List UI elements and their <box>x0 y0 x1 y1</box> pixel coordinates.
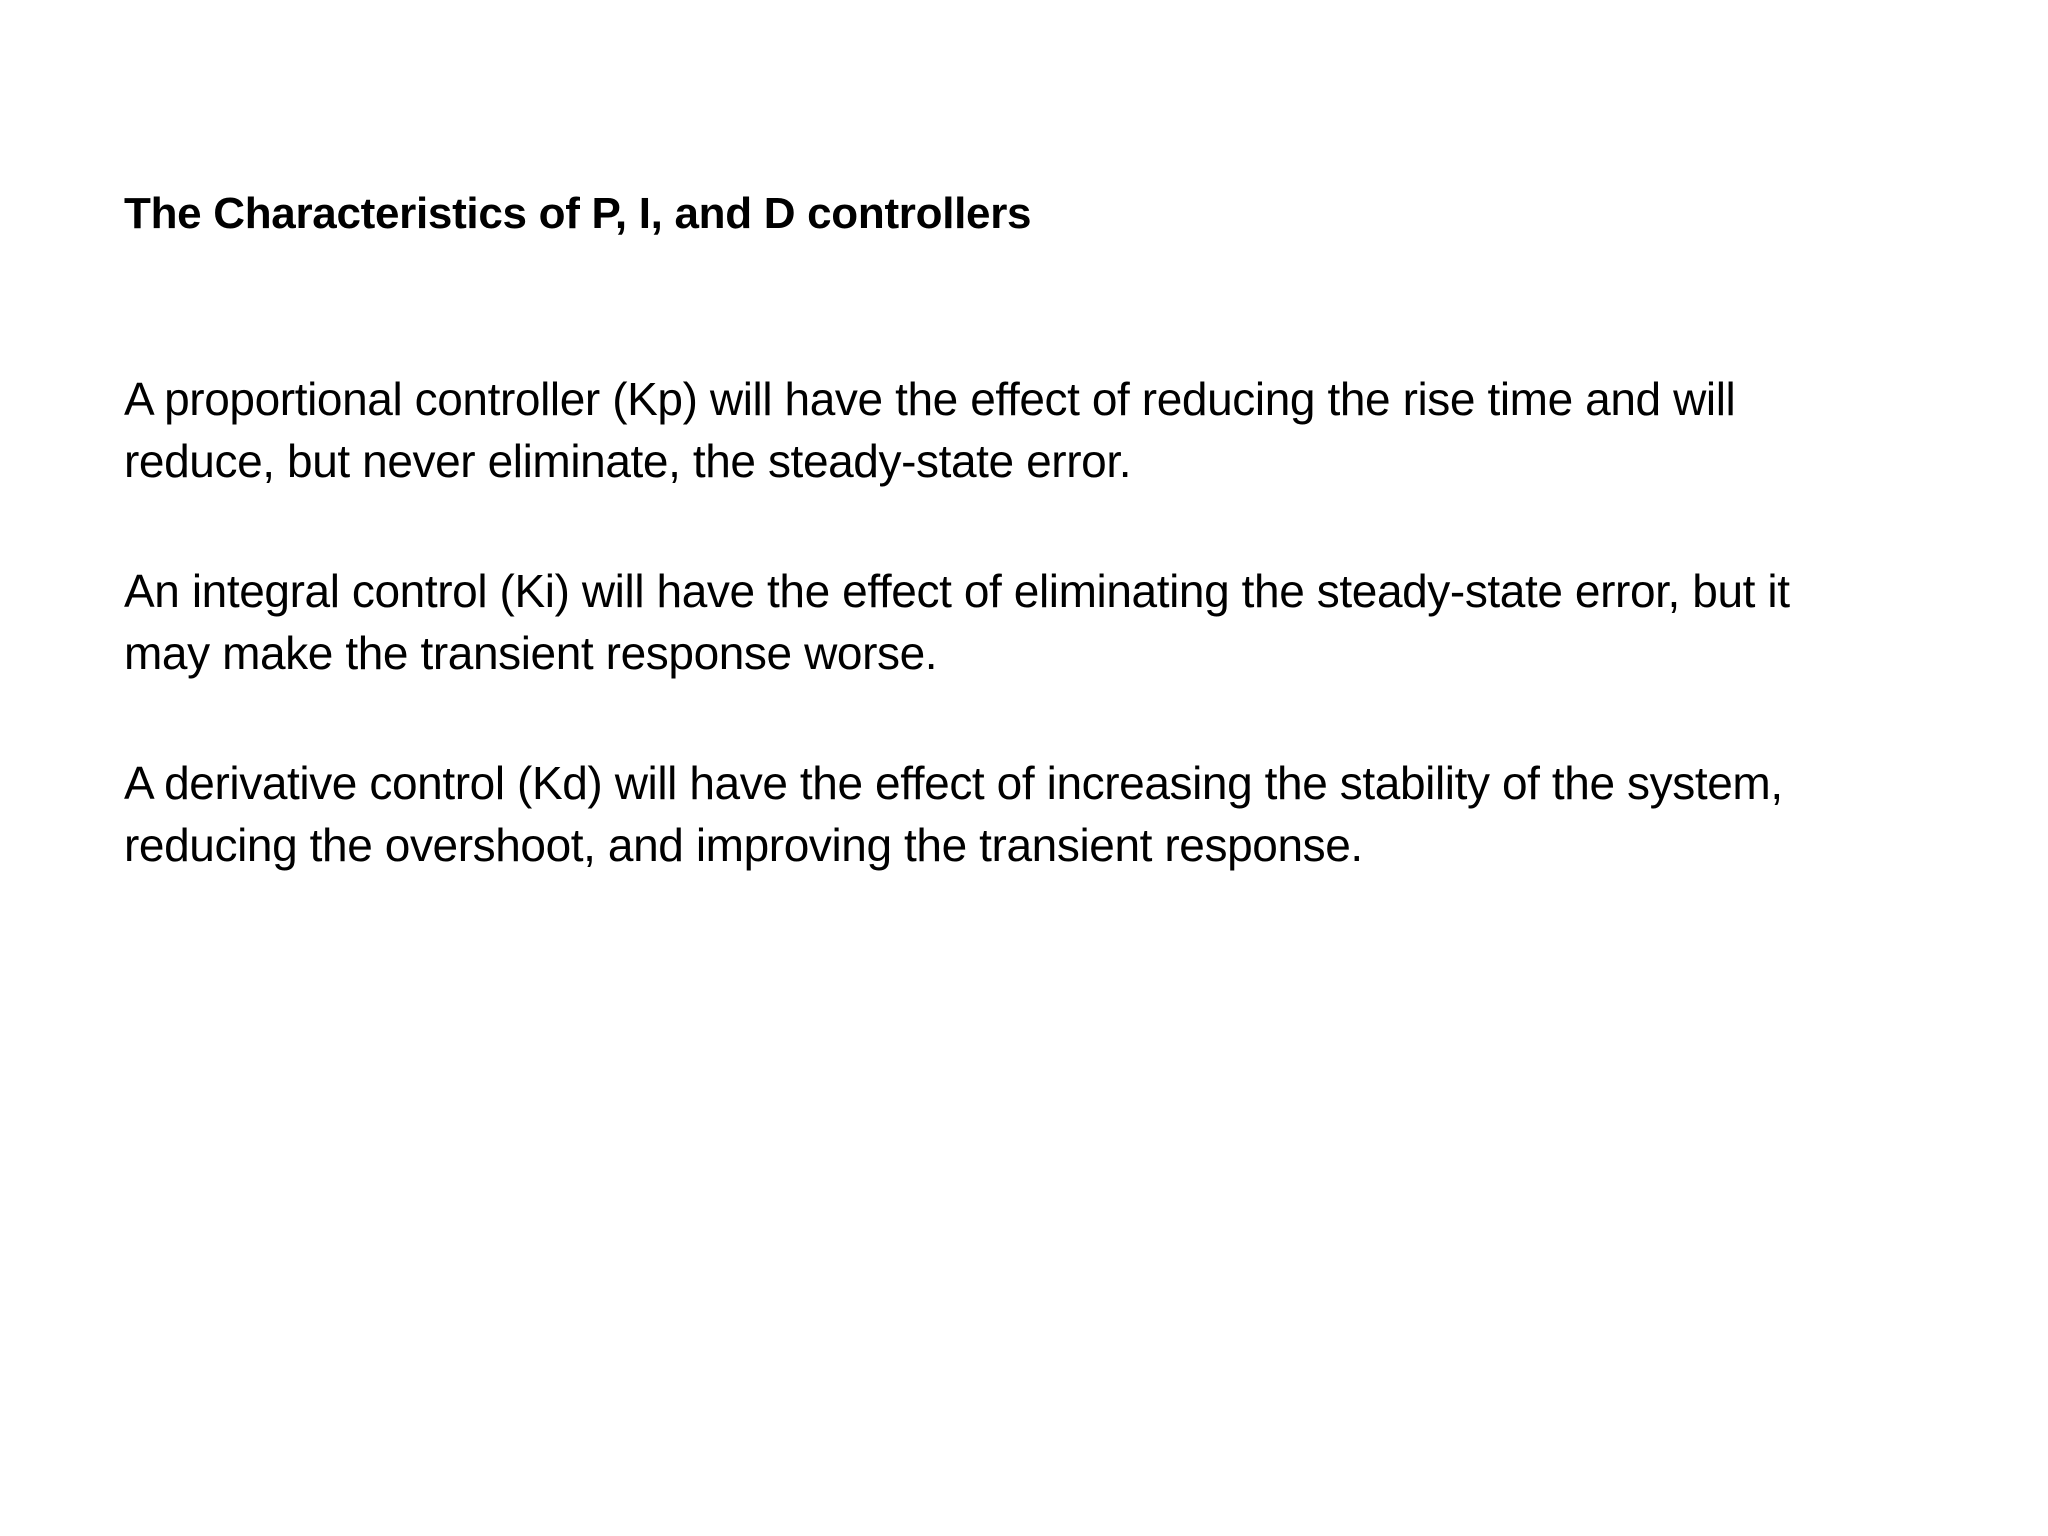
paragraph-line: An integral control (Ki) will have the effect of eliminating the steady-state error, but it <box>124 565 1790 617</box>
paragraph-proportional <box>124 368 1924 492</box>
paragraph-integral <box>124 560 1924 684</box>
paragraph-line: A proportional controller (Kp) will have the effect of reducing the rise time and will <box>124 373 1736 425</box>
slide-body <box>124 368 1924 944</box>
paragraph-line: A derivative control (Kd) will have the effect of increasing the stability of the system, <box>124 757 1783 809</box>
paragraph-line: reducing the overshoot, and improving the transient response. <box>124 819 1363 871</box>
paragraph-derivative <box>124 752 1924 876</box>
slide-title: The Characteristics of P, I, and D controllers <box>124 189 1032 238</box>
paragraph-line: reduce, but never eliminate, the steady-state error. <box>124 435 1132 487</box>
paragraph-line: may make the transient response worse. <box>124 627 938 679</box>
